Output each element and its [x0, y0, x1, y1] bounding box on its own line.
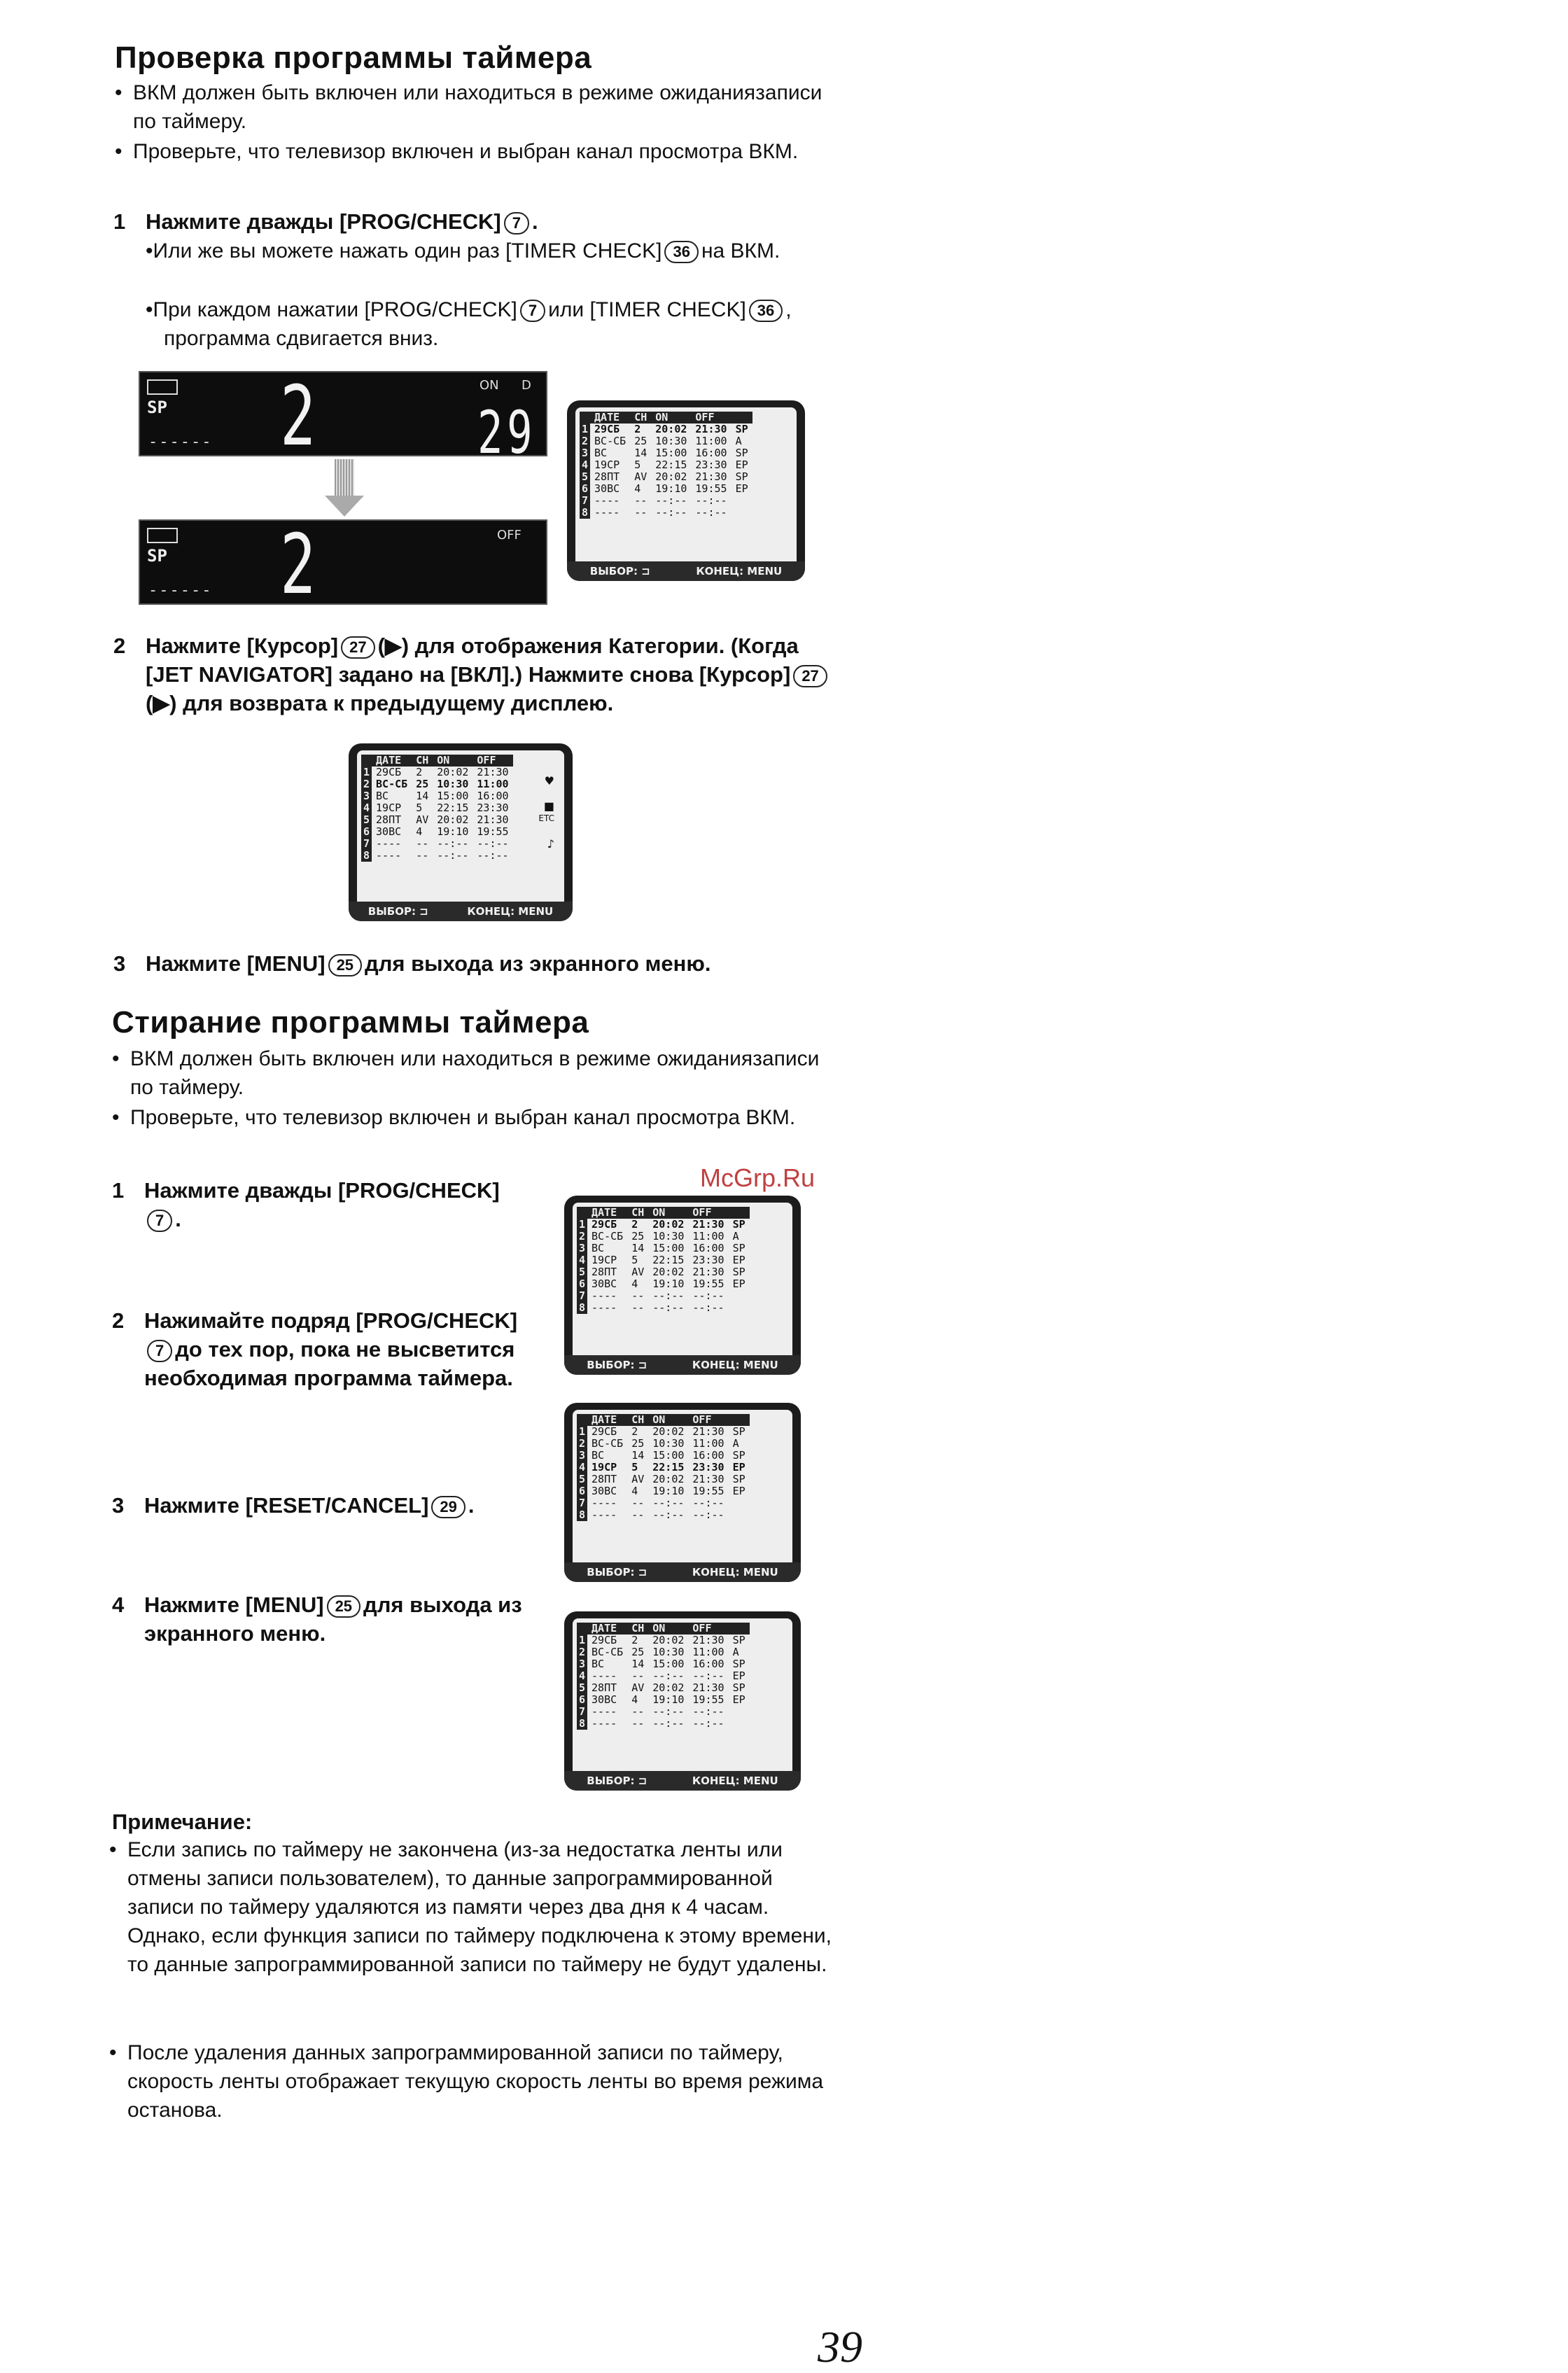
tv-screen-timer-list: ДАТЕ CH ON OFF 1 29СБ 2 20:02 21:30 SP 2 ВС-СБ 25 10:30 11:00 A 3 ВС 14 15:00 16:00 SP 4 19СР 5 22:15 23:30 EP 5 28ПТ AV 20:02 21:30 SP 6 30ВС 4 19:10 19:55 EP 7 ---- -- --:-- --:-- 8 ---- -- --:-- --:-- ВЫБОР: ⊐ КОНЕЦ: MENU	[564, 1196, 801, 1375]
tv-screen-category: ДАТЕ CH ON OFF 1 29СБ 2 20:02 21:30 2 ВС-СБ 25 10:30 11:00 3 ВС 14 15:00 16:00 4 19СР 5 22:15 23:30 5 28ПТ AV 20:02 21:30 6 30ВС 4 19:10 19:55 7 ---- -- --:-- --:-- 8 ---- -- --:-- --:-- ♥ ■ ETC ♪ ВЫБОР: ⊐ КОНЕЦ: MENU	[349, 743, 573, 921]
table-row: 1 29СБ 2 20:02 21:30 SP	[577, 1426, 750, 1438]
table-row: 5 28ПТ AV 20:02 21:30 SP	[577, 1266, 750, 1278]
table-header: ДАТЕ CH ON OFF	[577, 1414, 750, 1426]
table-header: ДАТЕ CH ON OFF	[577, 1623, 750, 1634]
table-row: 8 ---- -- --:-- --:--	[361, 850, 513, 862]
bullet: • ВКМ должен быть включен или находиться в режиме ожиданиязаписи по таймеру.	[115, 81, 822, 133]
table-row: 4 19СР 5 22:15 23:30 EP	[577, 1254, 750, 1266]
page-number: 39	[818, 2322, 862, 2372]
table-row: 8 ---- -- --:-- --:--	[580, 507, 752, 519]
table-row: 2 ВС-СБ 25 10:30 11:00 A	[577, 1438, 750, 1450]
table-row: 3 ВС 14 15:00 16:00 SP	[580, 447, 752, 459]
table-header: ДАТЕ CH ON OFF	[577, 1207, 750, 1219]
step-2: 2 Нажмите [Курсор] 27 (▶) для отображения Категории. (Когда [JET NAVIGATOR] задано на [ВКЛ].) Нажмите снова [Курсор] 27(▶) для возврата к предыдущему дисплею.	[146, 631, 846, 718]
note-bullet: • После удаления данных запрограммированной записи по таймеру, скорость ленты отображает текущую скорость ленты во время режима останова.	[109, 2041, 824, 2122]
table-row: 1 29СБ 2 20:02 21:30	[361, 766, 513, 778]
tv-screen-timer-list: ДАТЕ CH ON OFF 1 29СБ 2 20:02 21:30 SP 2 ВС-СБ 25 10:30 11:00 A 3 ВС 14 15:00 16:00 SP 4 19СР 5 22:15 23:30 EP 5 28ПТ AV 20:02 21:30 SP 6 30ВС 4 19:10 19:55 EP 7 ---- -- --:-- --:-- 8 ---- -- --:-- --:-- ВЫБОР: ⊐ КОНЕЦ: MENU	[564, 1403, 801, 1582]
table-row: 6 30ВС 4 19:10 19:55 EP	[577, 1485, 750, 1497]
step-3: 3 Нажмите [RESET/CANCEL] 29 .	[112, 1493, 475, 1518]
table-row: 7 ---- -- --:-- --:--	[361, 838, 513, 850]
music-note-icon: ♪	[547, 837, 554, 850]
step-2: 2 Нажимайте подряд [PROG/CHECK] 7 до тех пор, пока не высветится необходимая программа таймера.	[112, 1308, 518, 1390]
table-row: 6 30ВС 4 19:10 19:55 EP	[577, 1694, 750, 1706]
down-arrow-icon	[335, 459, 354, 498]
table-row: 1 29СБ 2 20:02 21:30 SP	[577, 1219, 750, 1231]
table-row: 7 ---- -- --:-- --:--	[577, 1290, 750, 1302]
table-row: 3 ВС 14 15:00 16:00 SP	[577, 1450, 750, 1462]
table-row: 5 28ПТ AV 20:02 21:30 SP	[577, 1682, 750, 1694]
step-4: 4 Нажмите [MENU] 25 для выхода из экранного меню.	[112, 1592, 522, 1646]
table-header: ДАТЕ CH ON OFF	[580, 412, 752, 424]
table-row: 2 ВС-СБ 25 10:30 11:00 A	[577, 1646, 750, 1658]
table-row: 8 ---- -- --:-- --:--	[577, 1302, 750, 1314]
table-row: 3 ВС 14 15:00 16:00	[361, 790, 513, 802]
table-row: 7 ---- -- --:-- --:--	[577, 1706, 750, 1718]
cassette-icon	[147, 528, 178, 543]
cassette-icon	[147, 379, 178, 395]
tv-screen-timer-list-deleted: ДАТЕ CH ON OFF 1 29СБ 2 20:02 21:30 SP 2 ВС-СБ 25 10:30 11:00 A 3 ВС 14 15:00 16:00 SP 4 ---- -- --:-- --:-- EP 5 28ПТ AV 20:02 21:30 SP 6 30ВС 4 19:10 19:55 EP 7 ---- -- --:-- --:-- 8 ---- -- --:-- --:-- ВЫБОР: ⊐ КОНЕЦ: MENU	[564, 1611, 801, 1791]
bullet: • Проверьте, что телевизор включен и выбран канал просмотра ВКМ.	[112, 1106, 796, 1129]
bullet: • Проверьте, что телевизор включен и выбран канал просмотра ВКМ.	[115, 140, 799, 163]
step-1: 1 Нажмите дважды [PROG/CHECK] 7 .	[112, 1178, 500, 1231]
table-row: 5 28ПТ AV 20:02 21:30 SP	[577, 1474, 750, 1485]
timer-table	[361, 755, 513, 862]
table-row: 6 30ВС 4 19:10 19:55 EP	[580, 483, 752, 495]
section-title-check: Проверка программы таймера	[115, 41, 592, 75]
table-row: 4 19СР 5 22:15 23:30 EP	[577, 1462, 750, 1474]
heart-icon: ♥	[544, 774, 554, 788]
table-row: 5 28ПТ AV 20:02 21:30	[361, 814, 513, 826]
vcr-display-on: SP 2 ON D 29 ------	[139, 371, 547, 456]
bullet: • ВКМ должен быть включен или находиться в режиме ожиданиязаписи по таймеру.	[112, 1047, 820, 1099]
table-row: 1 29СБ 2 20:02 21:30 SP	[580, 424, 752, 435]
etc-icon: ETC	[538, 813, 554, 823]
timer-table	[580, 412, 752, 519]
step-1: 1 Нажмите дважды [PROG/CHECK] 7 .	[113, 209, 538, 234]
step-1-note: •Или же вы можете нажать один раз [TIMER CHECK] 36 на ВКМ.	[146, 239, 780, 262]
table-row: 3 ВС 14 15:00 16:00 SP	[577, 1658, 750, 1670]
key-badge: 7	[504, 212, 529, 234]
table-row: 6 30ВС 4 19:10 19:55 EP	[577, 1278, 750, 1290]
table-row: 6 30ВС 4 19:10 19:55	[361, 826, 513, 838]
note-title: Примечание:	[112, 1809, 253, 1834]
camera-icon: ■	[543, 799, 554, 813]
table-row: 4 ---- -- --:-- --:-- EP	[577, 1670, 750, 1682]
watermark: McGrp.Ru	[700, 1163, 816, 1192]
note-bullet: • Если запись по таймеру не закончена (из-за недостатка ленты или отмены записи пользователем), то данные запрограммированной записи по таймеру удаляются из памяти через два дня к 4 часам. Однако, если функция записи по таймеру подключена к этому времени, то данные запрограммированной записи по таймеру не будут удалены.	[109, 1838, 832, 1976]
vcr-display-off: SP 2 OFF ------	[139, 519, 547, 605]
table-row: 1 29СБ 2 20:02 21:30 SP	[577, 1634, 750, 1646]
table-row: 8 ---- -- --:-- --:--	[577, 1509, 750, 1521]
step-1-note: •При каждом нажатии [PROG/CHECK] 7 или [TIMER CHECK] 36 , программа сдвигается вниз.	[146, 298, 792, 350]
table-row: 4 19СР 5 22:15 23:30	[361, 802, 513, 814]
section-title-erase: Стирание программы таймера	[112, 1005, 589, 1040]
step-3: 3 Нажмите [MENU] 25 для выхода из экранного меню.	[113, 951, 711, 976]
table-row: 2 ВС-СБ 25 10:30 11:00 A	[580, 435, 752, 447]
table-row: 5 28ПТ AV 20:02 21:30 SP	[580, 471, 752, 483]
table-row: 3 ВС 14 15:00 16:00 SP	[577, 1242, 750, 1254]
tv-screen-timer-list: ДАТЕ CH ON OFF 1 29СБ 2 20:02 21:30 SP 2 ВС-СБ 25 10:30 11:00 A 3 ВС 14 15:00 16:00 SP 4 19СР 5 22:15 23:30 EP 5 28ПТ AV 20:02 21:30 SP 6 30ВС 4 19:10 19:55 EP 7 ---- -- --:-- --:-- 8 ---- -- --:-- --:-- ВЫБОР: ⊐ КОНЕЦ: MENU	[567, 400, 805, 581]
table-row: 7 ---- -- --:-- --:--	[580, 495, 752, 507]
table-header: ДАТЕ CH ON OFF	[361, 755, 513, 766]
table-row: 2 ВС-СБ 25 10:30 11:00 A	[577, 1231, 750, 1242]
table-row: 7 ---- -- --:-- --:--	[577, 1497, 750, 1509]
table-row: 8 ---- -- --:-- --:--	[577, 1718, 750, 1730]
table-row: 4 19СР 5 22:15 23:30 EP	[580, 459, 752, 471]
table-row: 2 ВС-СБ 25 10:30 11:00	[361, 778, 513, 790]
